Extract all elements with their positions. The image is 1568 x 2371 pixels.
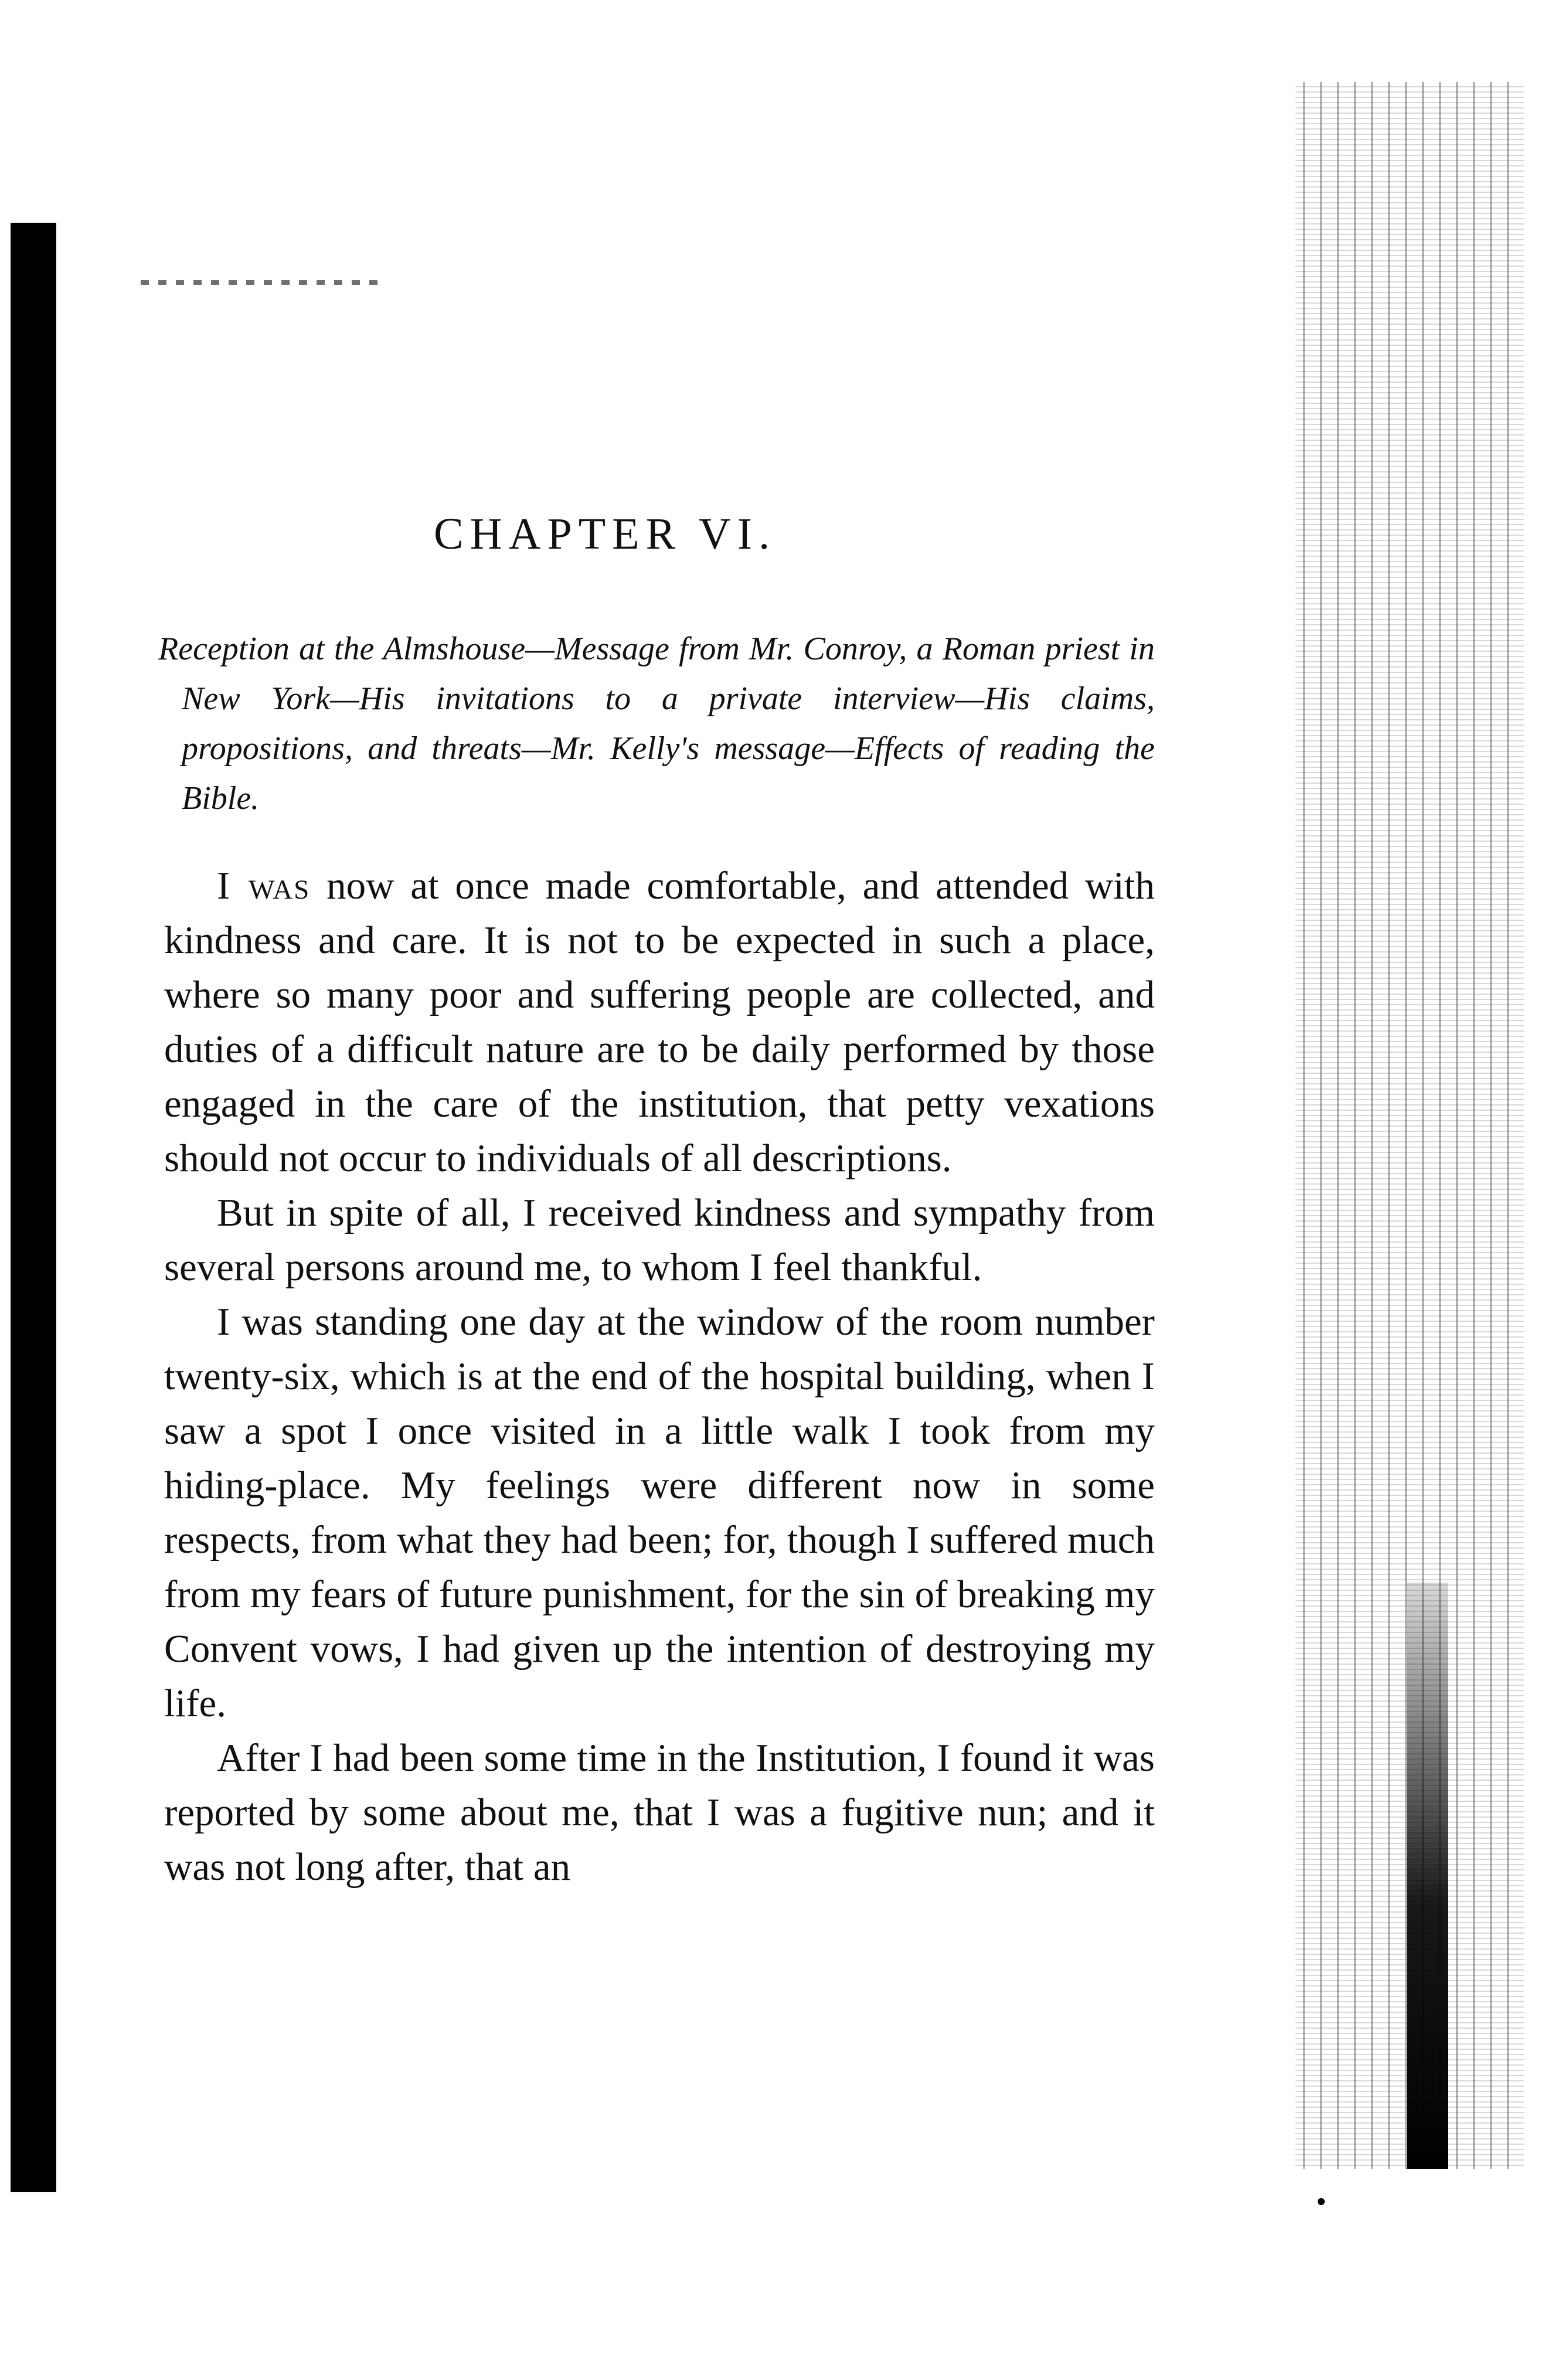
- paragraph-3: I was standing one day at the window of the room number twenty-six, which is at the end of the hospital building, when I saw a spot I once visited in a little walk I took from my hiding-place. My feelings were different now in some respects, from what they had been; for, though I suffered much from my fears of future punishment, for the sin of breaking my Convent vows, I had given up the intention of destroying my life.: [164, 1300, 1155, 1725]
- paragraph-lead: I was: [217, 864, 311, 907]
- paragraph-text: now at once made comfortable, and attended with kindness and care. It is not to be expected in such a place, where so many poor and suffering people are collected, and duties of a difficult nature are to be daily performed by those engaged in the care of the institution, that petty vexations should not occur to individuals of all descriptions.: [164, 864, 1155, 1180]
- scan-speck: [1318, 2198, 1325, 2205]
- scan-binding-shadow: [11, 223, 56, 2192]
- chapter-title: CHAPTER VI.: [434, 509, 777, 559]
- paragraph-2: But in spite of all, I received kindness and sympathy from several persons around me, to whom I feel thankful.: [164, 1191, 1155, 1289]
- scan-smudge: [141, 280, 387, 285]
- chapter-synopsis: Reception at the Almshouse—Message from Mr. Conroy, a Roman priest in New York—His invitations to a private interview—His claims, propositions, and threats—Mr. Kelly's message—Effects of reading the Bible.: [158, 631, 1155, 817]
- body-text: [164, 859, 1155, 1894]
- scan-edge-shadow: [1407, 1583, 1448, 2169]
- paragraph-1: [164, 859, 1155, 1186]
- paragraph-4: After I had been some time in the Institution, I found it was reported by some about me, that I was a fugitive nun; and it was not long after, that an: [164, 1736, 1155, 1889]
